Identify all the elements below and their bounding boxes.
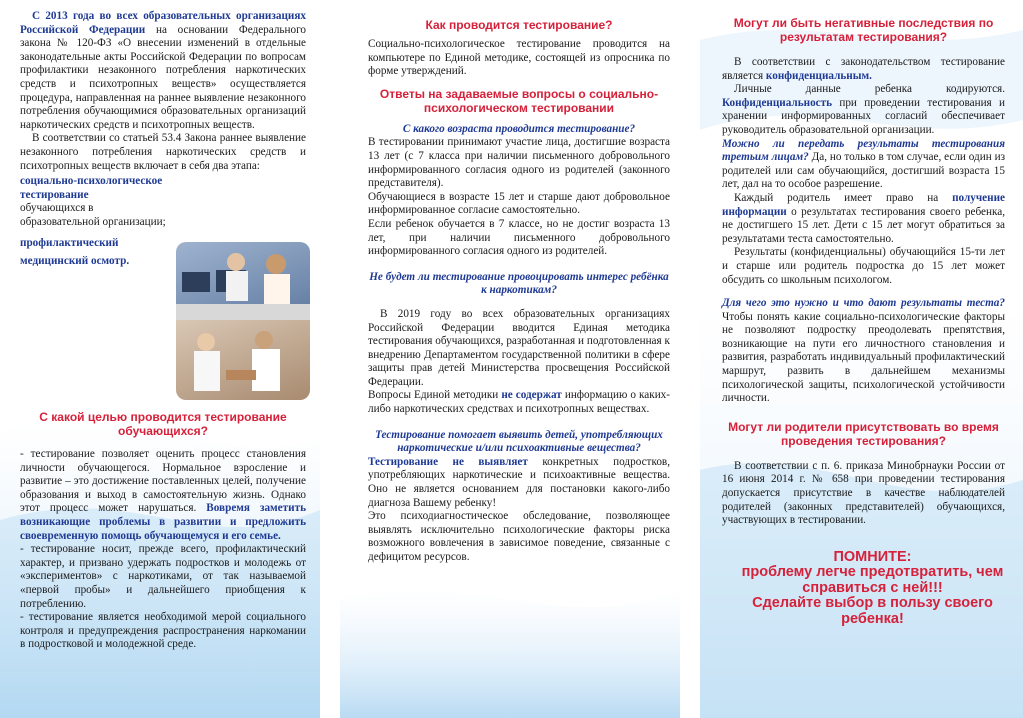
stages-list xyxy=(20,175,170,269)
purpose-paragraph-2: - тестирование носит, прежде всего, профилактический характер, и призвано удержать подростков и молодежь от «экспериментов» с наркотиками, от так называемой «первой пробы» и дальнейшего приобщения к потреблению. xyxy=(20,543,306,610)
remember-block xyxy=(722,550,1005,628)
answer-interest-2-c: информацию о каких-либо наркотических средствах и психотропных веществах. xyxy=(368,389,671,416)
purpose-paragraph-1 xyxy=(20,448,306,543)
negative-paragraph-2 xyxy=(722,83,1005,137)
computer-class-image xyxy=(176,242,310,320)
answer-detect-2: Это психодиагностическое обследование, позволяющее выявлять исключительно психологические факторы риска возможного вовлечения в зависимое поведение, связанные с дефицитом ресурсов. xyxy=(368,510,670,563)
answer-age-2: Обучающиеся в возрасте 15 лет и старше дают добровольное информированное согласие самостоятельно. xyxy=(368,190,670,217)
negative-heading: Могут ли быть негативные последствия по результатам тестирования? xyxy=(733,16,994,44)
how-heading: Как проводится тестирование? xyxy=(425,18,613,32)
answer-age-3: Если ребенок обучается в 7 классе, но не достиг возраста 13 лет, при наличии письменного добровольного информированного согласия одного из родителей. xyxy=(368,217,670,258)
purpose-p1-text: - тестирование позволяет оценить процесс становления личности обучающегося. Нормальное взросление и развитие – это достижение поставленных целей, получение образования и выход в самостоятельную жизнь. Однако этот процесс может нарушаться. xyxy=(20,448,306,515)
question-interest: Не будет ли тестирование провоцировать интерес ребёнка к наркотикам? xyxy=(369,270,669,297)
answer-third-parties-2-b: получение информации xyxy=(722,191,1005,218)
remember-title: ПОМНИТЕ: xyxy=(833,548,912,565)
column-middle xyxy=(340,0,680,718)
stage-1-title: социально-психологическое тестирование xyxy=(20,175,163,201)
answer-detect-1-a: Тестирование не выявляет xyxy=(368,455,528,468)
intro-paragraph-1 xyxy=(20,10,306,132)
answer-age-1: В тестировании принимают участие лица, достигшие возраста 13 лет (с 7 класса при наличии письменного добровольного информированного согласия одного из родителей (законного представителя). xyxy=(368,136,670,190)
negative-p2-c: при проведении тестирования и хранении информированных согласий обеспечивает руководитель образовательной организации. xyxy=(722,96,1005,136)
answer-third-parties-3: Результаты (конфиденциальны) обучающийся 15-ти лет и старше или родитель подростка до 15 лет может обсудить со школьным психологом. xyxy=(722,246,1005,286)
answer-purpose-text: Чтобы понять какие социально-психологические факторы не позволяют подростку преодолевать препятствия, возникающие на пути его личностного становления и развития, разработать индивидуальный профилактический маршрут, развить в дальнейшем механизмы психологической защиты, психологической устойчивости личности. xyxy=(722,310,1005,405)
parents-heading: Могут ли родители присутствовать во время проведения тестирования? xyxy=(728,419,999,448)
question-purpose: Для чего это нужно и что дают результаты теста? xyxy=(722,297,1005,310)
intro-paragraph-2: В соответствии со статьей 53.4 Закона раннее выявление незаконного потребления наркотических средств и психотропных веществ включает в себя два этапа: xyxy=(20,132,306,172)
medical-exam-image xyxy=(176,320,310,400)
negative-p2-b: Конфиденциальность xyxy=(722,96,833,109)
negative-p1-a: В соответствии с законодательством тестирование является xyxy=(722,56,1005,82)
answer-third-parties-2-c: о результатах тестирования своего ребенка, не достигшего 15 лет. Дети с 15 лет могут обратиться за результатами теста самостоятельно. xyxy=(722,205,1005,245)
question-age: С какого возраста проводится тестирование? xyxy=(402,122,636,135)
intro-lead: С 2013 года во всех образовательных организациях Российской Федерации xyxy=(20,10,306,36)
purpose-p1-emphasis: Вовремя заметить возникающие проблемы в развитии и предложить своевременную помощь обучающемуся и его семье. xyxy=(20,502,306,542)
answer-detect-1-b: конкретных подростков, употребляющих наркотические и психоактивные вещества. Оно не является основанием для постановки какого-либо диагноза Вашему ребенку! xyxy=(368,455,670,509)
answer-third-parties-2 xyxy=(722,192,1005,246)
purpose-paragraph-3: - тестирование является необходимой мерой социального контроля и предупреждения распространения наркомании в подростковой и молодежной среде. xyxy=(20,611,306,651)
stage-2-title: профилактический медицинский осмотр. xyxy=(20,236,130,267)
answer-interest-1: В 2019 году во всех образовательных организациях Российской Федерации вводится Единая методика тестирования обучающихся, разработанная и подготовленная к внедрению Департаментом государственной политики в сфере защиты прав детей Министерства просвещения Российской Федерации. xyxy=(368,307,670,388)
negative-p2-a: Личные данные ребенка кодируются. xyxy=(734,83,1005,96)
question-third-parties: Можно ли передать результаты тестирования третьим лицам? xyxy=(722,137,1005,164)
answer-detect-1 xyxy=(368,456,670,510)
negative-p1-b: конфиденциальным. xyxy=(765,69,872,82)
parents-paragraph: В соответствии с п. 6. приказа Минобрнауки России от 16 июня 2014 г. № 658 при проведении тестирования допускается присутствие в качестве наблюдателей родителей (законных представителей) обучающихся, участвующих в тестировании. xyxy=(722,459,1005,527)
purpose-heading: С какой целью проводится тестирование обучающихся? xyxy=(39,410,287,438)
students-photo xyxy=(176,242,310,400)
stage-1-rest: обучающихся в образовательной организации; xyxy=(20,202,166,228)
answer-interest-2-b: не содержат xyxy=(501,389,562,402)
answer-third-parties-2-a: Каждый родитель имеет право на xyxy=(734,191,953,204)
how-paragraph: Социально-психологическое тестирование проводится на компьютере по Единой методике, состоящей из опросника по форме утверждений. xyxy=(368,38,670,78)
column-right xyxy=(700,0,1023,718)
answer-third-parties-1-text: Да, но только в том случае, если один из родителей или сам обучающийся, достигший возраста 15 лет, дал на то особое разрешение. xyxy=(722,151,1005,191)
question-detect: Тестирование помогает выявить детей, употребляющих наркотические и/или психоактивные вещества? xyxy=(375,428,663,455)
remember-line-3: Сделайте выбор в пользу своего ребенка! xyxy=(752,595,993,627)
answer-third-parties-1 xyxy=(722,138,1005,192)
column-left xyxy=(0,0,320,718)
answer-interest-2-a: Вопросы Единой методики xyxy=(368,389,502,402)
faq-heading: Ответы на задаваемые вопросы о социально-психологическом тестировании xyxy=(379,86,659,115)
remember-line-2: проблему легче предотвратить, чем справиться с ней!!! xyxy=(741,564,1004,596)
intro-rest: на основании Федерального закона № 120-ФЗ «О внесении изменений в отдельные законодательные акты Российской Федерации по вопросам профилактики незаконного потребления наркотических средств и психотропных веществ» осуществляется процедура, направленная на раннее выявление незаконного потребления обучающимися образовательных организаций наркотических средств и психотропных веществ. xyxy=(20,23,306,131)
answer-interest-2 xyxy=(368,389,670,416)
purpose-section xyxy=(20,410,306,652)
answer-purpose xyxy=(722,297,1005,406)
negative-paragraph-1 xyxy=(722,56,1005,83)
